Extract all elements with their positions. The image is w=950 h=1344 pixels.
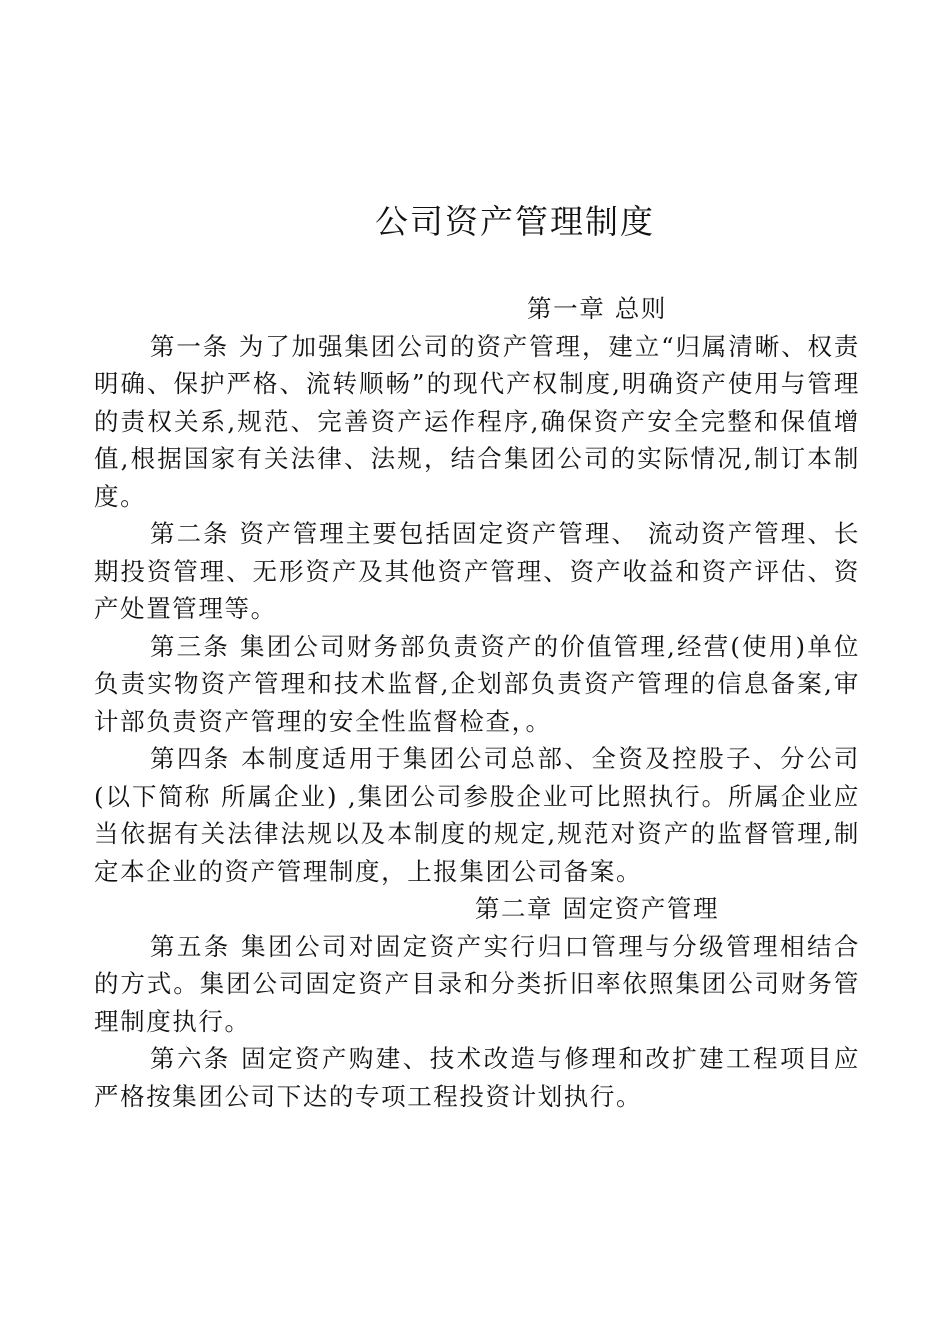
chapter-heading: 第一章 总则	[527, 294, 667, 323]
article-paragraph: 第一条 为了加强集团公司的资产管理，建立“归属清晰、权责明确、保护严格、流转顺畅”的现代产权制度,明确资产使用与管理的责权关系,规范、完善资产运作程序,确保资产安全完整和保值增值,根据国家有关法律、法规，结合集团公司的实际情况,制订本制度。	[94, 331, 860, 511]
document-title: 公司资产管理制度	[375, 202, 655, 241]
article-paragraph: 第三条 集团公司财务部负责资产的价值管理,经营(使用)单位负责实物资产管理和技术监督,企划部负责资产管理的信息备案,审计部负责资产管理的安全性监督检查，。	[94, 631, 860, 736]
article-paragraph: 第六条 固定资产购建、技术改造与修理和改扩建工程项目应严格按集团公司下达的专项工程投资计划执行。	[94, 1044, 860, 1111]
article-paragraph: 第四条 本制度适用于集团公司总部、全资及控股子、分公司(以下简称 所属企业) ,集团公司参股企业可比照执行。所属企业应当依据有关法律法规以及本制度的规定,规范对资产的监督管理,制定本企业的资产管理制度，上报集团公司备案。	[94, 744, 860, 886]
chapter-heading: 第二章 固定资产管理	[474, 894, 720, 923]
article-paragraph: 第五条 集团公司对固定资产实行归口管理与分级管理相结合的方式。集团公司固定资产目录和分类折旧率依照集团公司财务管理制度执行。	[94, 931, 860, 1036]
document-body	[94, 290, 860, 1115]
article-paragraph: 第二条 资产管理主要包括固定资产管理、 流动资产管理、长期投资管理、无形资产及其他资产管理、资产收益和资产评估、资产处置管理等。	[94, 519, 860, 623]
